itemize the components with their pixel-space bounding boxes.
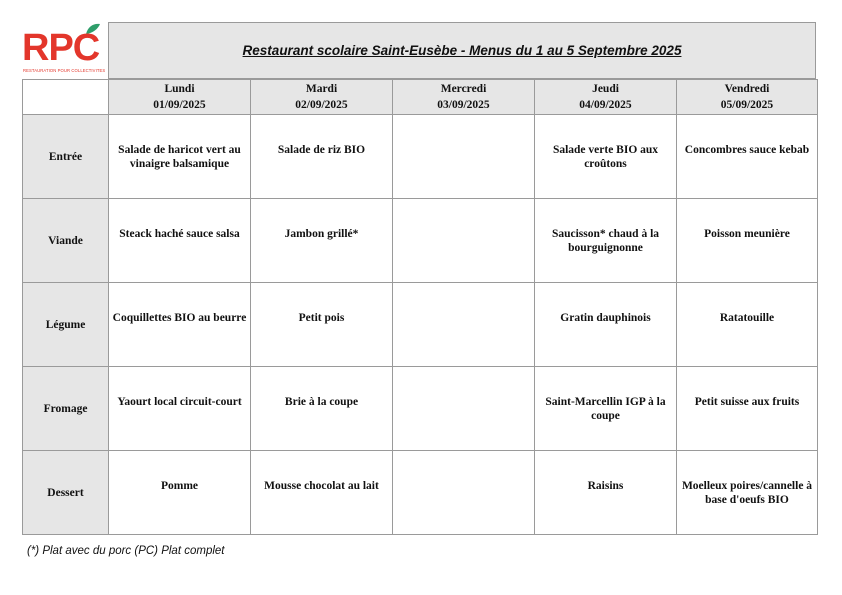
day-name: Mardi [305,83,338,95]
day-name: Lundi [164,83,195,95]
course-row-dessert [23,451,818,535]
menu-cell: Mousse chocolat au lait [251,451,393,535]
menu-cell [393,283,535,367]
menu-cell: Petit pois [251,283,393,367]
day-name: Jeudi [592,83,619,95]
menu-cell [393,367,535,451]
day-header-thursday [535,80,677,115]
menu-cell: Concombres sauce kebab [677,115,818,199]
course-label: Légume [23,283,109,367]
course-row-viande [23,199,818,283]
course-label: Dessert [23,451,109,535]
day-date: 05/09/2025 [720,99,774,111]
menu-cell: Poisson meunière [677,199,818,283]
menu-cell: Salade verte BIO aux croûtons [535,115,677,199]
day-header-row [23,80,818,115]
menu-cell: Salade de riz BIO [251,115,393,199]
menu-cell: Raisins [535,451,677,535]
menu-cell: Salade de haricot vert au vinaigre balsamique [109,115,251,199]
corner-cell [23,80,109,115]
menu-cell [393,451,535,535]
day-header-monday [109,80,251,115]
course-row-entrée [23,115,818,199]
menu-cell [393,199,535,283]
day-header-wednesday [393,80,535,115]
day-date: 04/09/2025 [579,99,632,111]
menu-cell: Steack haché sauce salsa [109,199,251,283]
day-header-tuesday [251,80,393,115]
day-name: Mercredi [440,83,487,95]
logo-text: RPC [22,27,100,69]
menu-cell: Yaourt local circuit-court [109,367,251,451]
menu-cell: Petit suisse aux fruits [677,367,818,451]
footnote: (*) Plat avec du porc (PC) Plat complet [27,545,225,557]
rpc-logo [22,22,108,79]
menu-cell [393,115,535,199]
day-name: Vendredi [724,83,770,95]
menu-cell: Jambon grillé* [251,199,393,283]
menu-cell: Moelleux poires/cannelle à base d'oeufs BIO [677,451,818,535]
day-header-friday [677,80,818,115]
menu-title-box [108,22,816,79]
day-date: 01/09/2025 [153,99,206,111]
menu-cell: Ratatouille [677,283,818,367]
menu-title: Restaurant scolaire Saint-Eusèbe - Menus du 1 au 5 Septembre 2025 [242,43,682,58]
course-row-légume [23,283,818,367]
course-label: Entrée [23,115,109,199]
menu-cell: Saucisson* chaud à la bourguignonne [535,199,677,283]
logo-tagline: RESTAURATION POUR COLLECTIVITES [23,68,106,73]
course-label: Fromage [23,367,109,451]
day-date: 02/09/2025 [295,99,348,111]
menu-cell: Brie à la coupe [251,367,393,451]
menu-table [22,79,818,535]
day-date: 03/09/2025 [437,99,490,111]
course-label: Viande [23,199,109,283]
course-row-fromage [23,367,818,451]
menu-cell: Saint-Marcellin IGP à la coupe [535,367,677,451]
menu-cell: Coquillettes BIO au beurre [109,283,251,367]
menu-cell: Gratin dauphinois [535,283,677,367]
menu-cell: Pomme [109,451,251,535]
